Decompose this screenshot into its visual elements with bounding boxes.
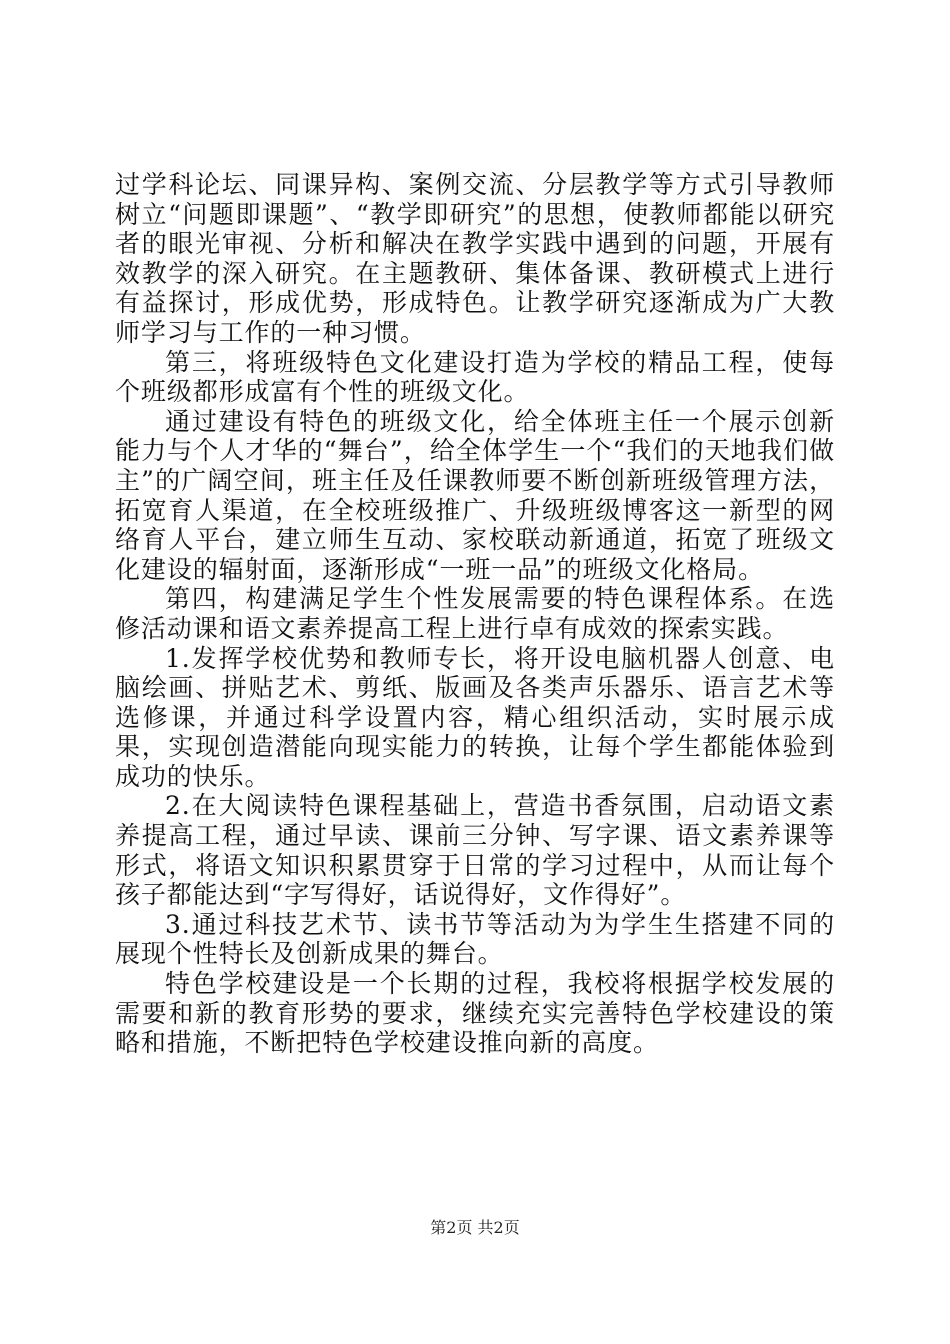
paragraph-item-1: 1.发挥学校优势和教师专长，将开设电脑机器人创意、电脑绘画、拼贴艺术、剪纸、版画及各类声乐器乐、语言艺术等选修课，并通过科学设置内容，精心组织活动，实时展示成果，实现创造潜能向现实能力的转换，让每个学生都能体验到成功的快乐。	[115, 643, 835, 791]
paragraph-conclusion: 特色学校建设是一个长期的过程，我校将根据学校发展的需要和新的教育形势的要求，继续充实完善特色学校建设的策略和措施，不断把特色学校建设推向新的高度。	[115, 969, 835, 1058]
paragraph-item-2: 2.在大阅读特色课程基础上，营造书香氛围，启动语文素养提高工程，通过早读、课前三分钟、写字课、语文素养课等形式，将语文知识积累贯穿于日常的学习过程中，从而让每个孩子都能达到“字写得好，话说得好，文作得好”。	[115, 791, 835, 910]
page-footer	[0, 1215, 950, 1238]
paragraph-class-culture-heading: 第三，将班级特色文化建设打造为学校的精品工程，使每个班级都形成富有个性的班级文化。	[115, 347, 835, 407]
paragraph-continuation: 过学科论坛、同课异构、案例交流、分层教学等方式引导教师树立“问题即课题”、“教学即研究”的思想，使教师都能以研究者的眼光审视、分析和解决在教学实践中遇到的问题，开展有效教学的深入研究。在主题教研、集体备课、教研模式上进行有益探讨，形成优势，形成特色。让教学研究逐渐成为广大教师学习与工作的一种习惯。	[115, 170, 835, 347]
paragraph-class-culture-detail: 通过建设有特色的班级文化，给全体班主任一个展示创新能力与个人才华的“舞台”，给全体学生一个“我们的天地我们做主”的广阔空间，班主任及任课教师要不断创新班级管理方法，拓宽育人渠道，在全校班级推广、升级班级博客这一新型的网络育人平台，建立师生互动、家校联动新通道，拓宽了班级文化建设的辐射面，逐渐形成“一班一品”的班级文化格局。	[115, 406, 835, 584]
document-body	[115, 170, 835, 1058]
paragraph-item-3: 3.通过科技艺术节、读书节等活动为为学生生搭建不同的展现个性特长及创新成果的舞台。	[115, 909, 835, 969]
paragraph-curriculum-heading: 第四，构建满足学生个性发展需要的特色课程体系。在选修活动课和语文素养提高工程上进行卓有成效的探索实践。	[115, 584, 835, 643]
page-number-label: 第2页 共2页	[430, 1218, 520, 1237]
